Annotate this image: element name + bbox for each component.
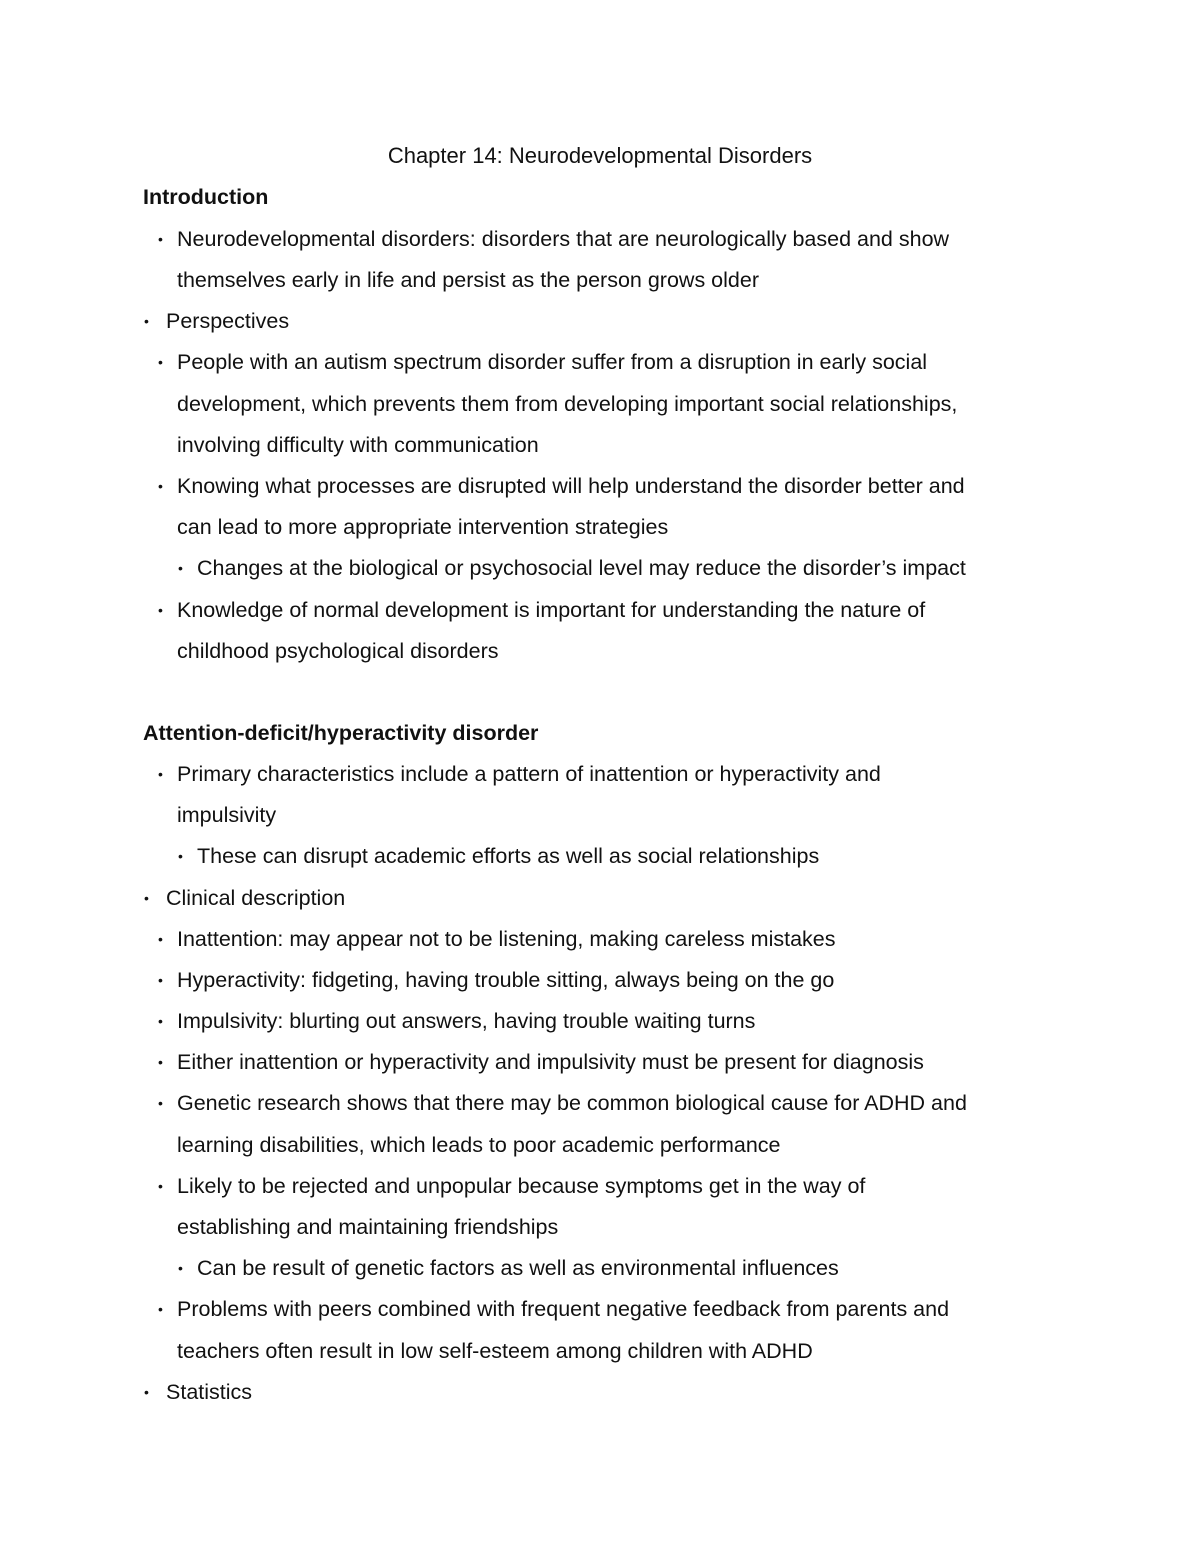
list-item-text: can lead to more appropriate intervention strategies <box>177 515 669 539</box>
bullet-icon: • <box>158 931 163 947</box>
list-item-text: Likely to be rejected and unpopular because symptoms get in the way of <box>177 1174 866 1198</box>
list-item-text: Perspectives <box>166 309 290 333</box>
bullet-icon: • <box>158 478 163 494</box>
bullet-icon: • <box>158 1054 163 1070</box>
section-heading-introduction: Introduction <box>143 185 269 209</box>
list-item-text: Genetic research shows that there may be common biological cause for ADHD and <box>177 1091 967 1115</box>
list-item-text: Either inattention or hyperactivity and impulsivity must be present for diagnosis <box>177 1050 924 1074</box>
page-title: Chapter 14: Neurodevelopmental Disorders <box>387 143 813 168</box>
list-item-text: teachers often result in low self-esteem among children with ADHD <box>177 1339 813 1363</box>
list-item-text: establishing and maintaining friendships <box>177 1215 559 1239</box>
section-heading-adhd: Attention-deficit/hyperactivity disorder <box>143 721 539 745</box>
bullet-icon: • <box>158 1301 163 1317</box>
list-item-text: development, which prevents them from developing important social relationships, <box>177 392 958 416</box>
bullet-icon: • <box>158 766 163 782</box>
list-item-text: involving difficulty with communication <box>177 433 539 457</box>
bullet-icon: • <box>158 602 163 618</box>
list-item-text: learning disabilities, which leads to poor academic performance <box>177 1133 781 1157</box>
list-item-text: themselves early in life and persist as the person grows older <box>177 268 759 292</box>
list-item-text: Statistics <box>166 1380 253 1404</box>
bullet-icon: • <box>178 560 183 576</box>
bullet-icon: • <box>158 354 163 370</box>
list-item-text: People with an autism spectrum disorder suffer from a disruption in early social <box>177 350 928 374</box>
list-item-text: These can disrupt academic efforts as well as social relationships <box>197 844 820 868</box>
bullet-icon: • <box>158 1013 163 1029</box>
bullet-icon: • <box>158 1095 163 1111</box>
list-item-text: Knowing what processes are disrupted will help understand the disorder better and <box>177 474 965 498</box>
bullet-icon: • <box>178 848 183 864</box>
list-item-text: Knowledge of normal development is important for understanding the nature of <box>177 598 926 622</box>
bullet-icon: • <box>158 1178 163 1194</box>
list-item-text: Changes at the biological or psychosocial level may reduce the disorder’s impact <box>197 556 966 580</box>
list-item-text: Impulsivity: blurting out answers, having trouble waiting turns <box>177 1009 756 1033</box>
bullet-icon: • <box>144 1384 149 1400</box>
list-item-text: impulsivity <box>177 803 277 827</box>
list-item-text: Inattention: may appear not to be listening, making careless mistakes <box>177 927 836 951</box>
list-item-text: Clinical description <box>166 886 346 910</box>
bullet-icon: • <box>158 972 163 988</box>
list-item-text: Problems with peers combined with frequent negative feedback from parents and <box>177 1297 950 1321</box>
bullet-icon: • <box>144 313 149 329</box>
bullet-icon: • <box>144 890 149 906</box>
list-item-text: Can be result of genetic factors as well as environmental influences <box>197 1256 839 1280</box>
bullet-icon: • <box>178 1260 183 1276</box>
list-item-text: Neurodevelopmental disorders: disorders that are neurologically based and show <box>177 227 950 251</box>
list-item-text: Primary characteristics include a pattern of inattention or hyperactivity and <box>177 762 881 786</box>
bullet-icon: • <box>158 231 163 247</box>
list-item-text: childhood psychological disorders <box>177 639 499 663</box>
list-item-text: Hyperactivity: fidgeting, having trouble sitting, always being on the go <box>177 968 835 992</box>
